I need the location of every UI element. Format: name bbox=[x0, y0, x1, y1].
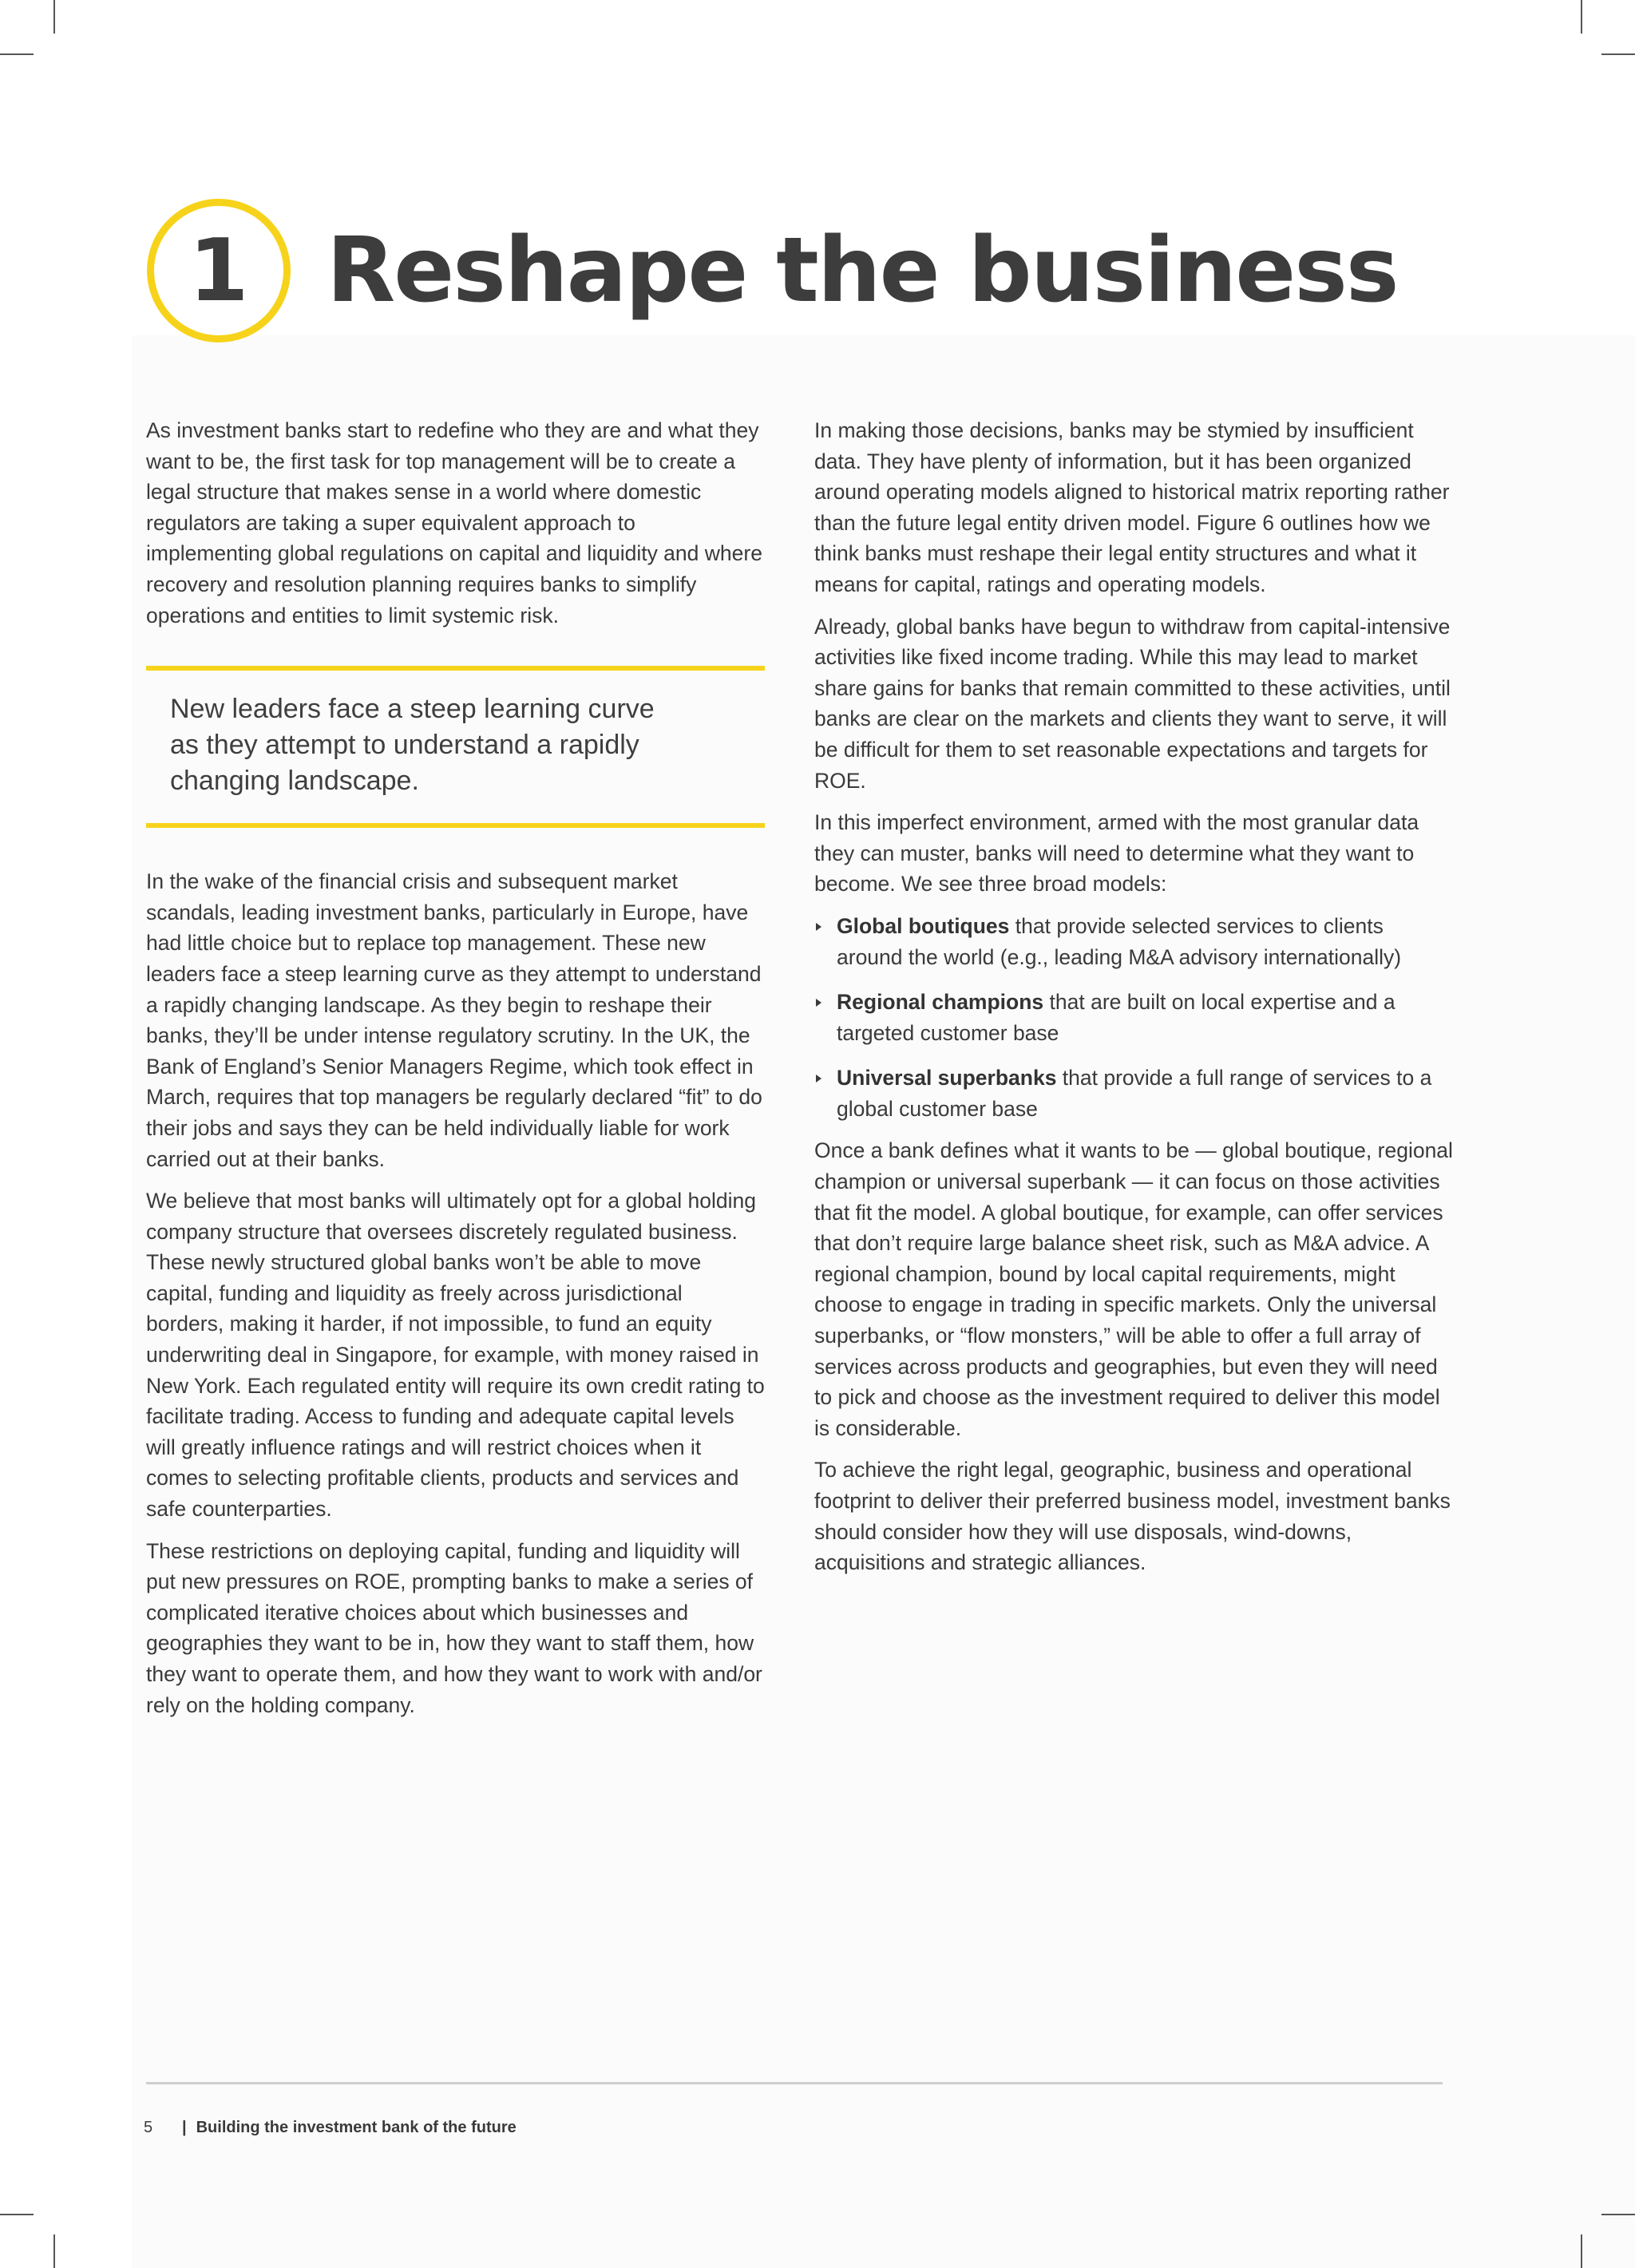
bank-models-list bbox=[814, 911, 1453, 1125]
list-item bbox=[814, 987, 1453, 1048]
right-column bbox=[814, 415, 1453, 1589]
body-paragraph: In making those decisions, banks may be stymied by insufficient data. They have plenty of information, but it has been organized around operating models aligned to historical matrix reporting rather than the future legal entity driven model. Figure 6 outlines how we think banks must reshape their legal entity structures and what it means for capital, ratings and operating models. bbox=[814, 418, 1450, 596]
crop-mark bbox=[1581, 0, 1582, 34]
section-number-badge bbox=[147, 199, 291, 342]
list-item-text: that provide selected services to clients around the world (e.g., leading M&A advisory internationally) bbox=[837, 913, 1402, 969]
section-number: 1 bbox=[188, 220, 249, 321]
body-paragraph: In the wake of the financial crisis and subsequent market scandals, leading investment banks, particularly in Europe, have had little choice but to replace top management. These new leaders face a steep learning curve as they attempt to understand a rapidly changing landscape. As they begin to reshape their banks, they’ll be under intense regulatory scrutiny. In the UK, the Bank of England’s Senior Managers Regime, which took effect in March, requires that top managers be regularly declared “fit” to do their jobs and says they can be held individually liable for work carried out at their banks. bbox=[146, 869, 762, 1171]
crop-mark bbox=[1581, 2234, 1582, 2268]
crop-mark bbox=[53, 2234, 55, 2268]
body-paragraph: We believe that most banks will ultimately opt for a global holding company structure that oversees discretely regulated business. These newly structured global banks won’t be able to move capital, funding and liquidity as freely across jurisdictional borders, making it harder, if not impossible, to fund an equity underwriting deal in Singapore, for example, with money raised in New York. Each regulated entity will require its own credit rating to facilitate trading. Access to funding and adequate capital levels will greatly influence ratings and will restrict choices when it comes to selecting profitable clients, products and services and safe counterparties. bbox=[146, 1189, 765, 1522]
list-item bbox=[814, 1063, 1453, 1124]
body-paragraph: As investment banks start to redefine who they are and what they want to be, the first task for top management will be to create a legal structure that makes sense in a world where domestic regulators are taking a super equivalent approach to implementing global regulations on capital and liquidity and where recovery and resolution planning requires banks to simplify operations and entities to limit systemic risk. bbox=[146, 418, 762, 627]
list-item-term: Universal superbanks bbox=[837, 1066, 1057, 1090]
footer-separator: | bbox=[182, 2119, 187, 2136]
crop-mark bbox=[53, 0, 55, 34]
list-item bbox=[814, 911, 1453, 972]
list-item-term: Global boutiques bbox=[837, 913, 1010, 938]
section-heading bbox=[147, 192, 1398, 350]
crop-mark bbox=[0, 53, 34, 55]
page-footer bbox=[144, 2119, 517, 2137]
body-paragraph: In this imperfect environment, armed with the most granular data they can muster, banks will need to determine what they want to become. We see three broad models: bbox=[814, 810, 1419, 897]
crop-mark bbox=[1601, 53, 1635, 55]
list-item-text: that are built on local expertise and a targeted customer base bbox=[837, 990, 1395, 1045]
bullet-triangle-icon bbox=[816, 1075, 821, 1083]
list-item-text: that provide a full range of services to a global customer base bbox=[837, 1066, 1432, 1121]
document-title: Building the investment bank of the future bbox=[196, 2119, 517, 2136]
crop-mark bbox=[1601, 2214, 1635, 2215]
page-title: Reshape the business bbox=[327, 219, 1398, 323]
bullet-triangle-icon bbox=[816, 923, 821, 931]
left-column bbox=[146, 415, 765, 1732]
footer-divider-line bbox=[146, 2082, 1443, 2084]
body-paragraph: To achieve the right legal, geographic, business and operational footprint to deliver their preferred business model, investment banks should consider how they will use disposals, wind-downs, acquisitions and strategic alliances. bbox=[814, 1458, 1451, 1575]
crop-mark bbox=[0, 2214, 34, 2215]
body-paragraph: Already, global banks have begun to withdraw from capital-intensive activities like fixed income trading. While this may lead to market share gains for banks that remain committed to these activities, until banks are clear on the markets and clients they want to serve, it will be difficult for them to set reasonable expectations and targets for ROE. bbox=[814, 614, 1451, 793]
bullet-triangle-icon bbox=[816, 999, 821, 1007]
body-paragraph: Once a bank defines what it wants to be — global boutique, regional champion or universal superbank — it can focus on those activities that fit the model. A global boutique, for example, can offer services that don’t require large balance sheet risk, such as M&A advice. A regional champion, bound by local capital requirements, might choose to engage in trading in specific markets. Only the universal superbanks, or “flow monsters,” will be able to offer a full array of services across products and geographies, but even they will need to pick and choose as the investment required to deliver this model is considerable. bbox=[814, 1138, 1453, 1440]
body-paragraph: These restrictions on deploying capital, funding and liquidity will put new pressures on ROE, prompting banks to make a series of complicated iterative choices about which businesses and geographies they want to be in, how they want to staff them, how they want to operate them, and how they want to work with and/or rely on the holding company. bbox=[146, 1538, 762, 1717]
page-number: 5 bbox=[144, 2119, 153, 2136]
pull-quote-text: New leaders face a steep learning curve as they attempt to understand a rapidly changing landscape. bbox=[170, 694, 655, 797]
list-item-term: Regional champions bbox=[837, 990, 1044, 1015]
pull-quote bbox=[146, 666, 765, 828]
